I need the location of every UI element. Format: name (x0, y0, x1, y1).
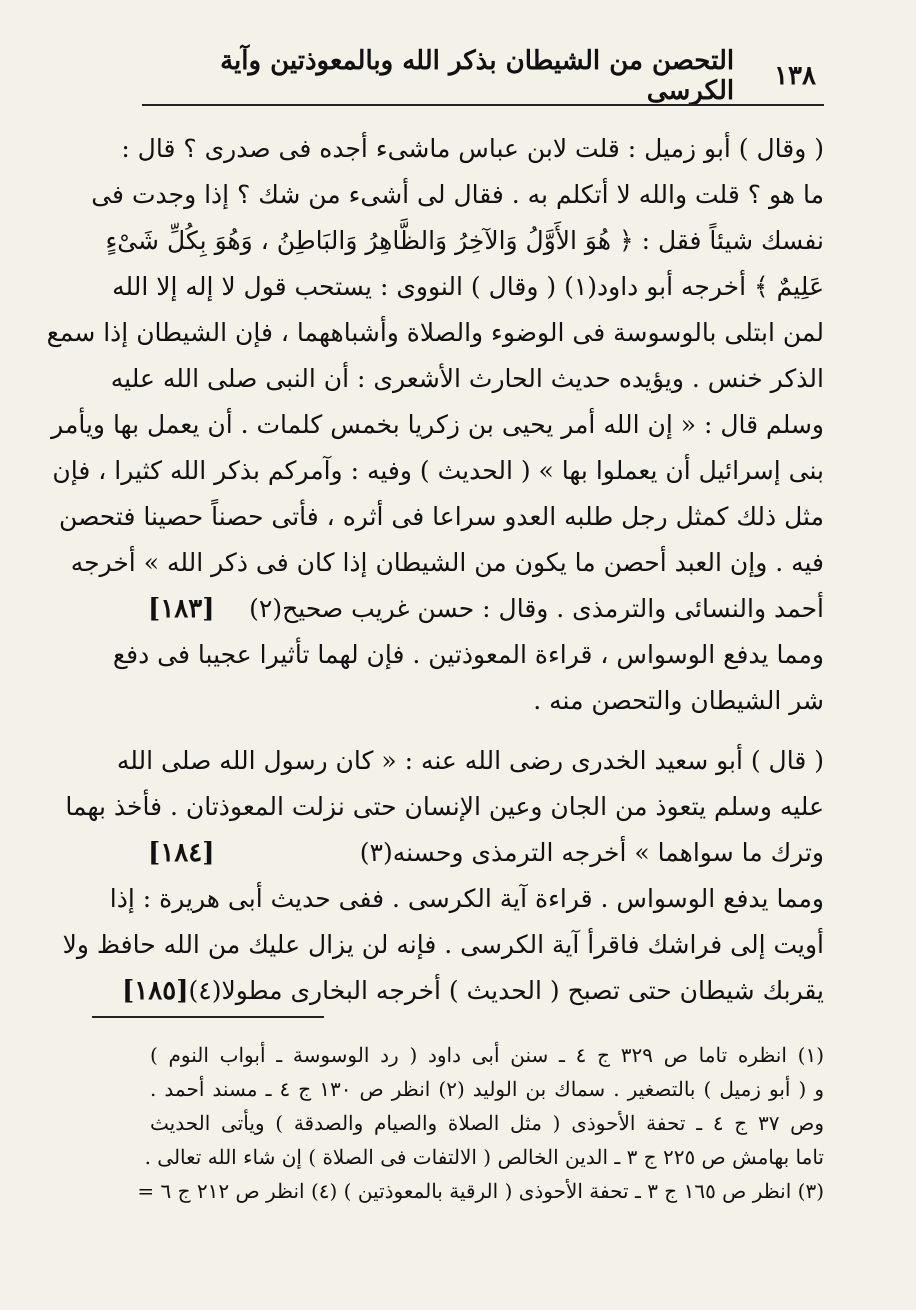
footnote-divider (92, 1016, 324, 1018)
page-number: ١٣٨ (774, 61, 816, 91)
chapter-title: التحصن من الشيطان بذكر الله وبالمعوذتين وآية الكرسى (220, 46, 735, 106)
text-line-with-reference (121, 968, 824, 1014)
hadith-number: [١٨٥] (121, 976, 189, 1006)
text-line: بنى إسرائيل أن يعملوا بها » ( الحديث ) وفيه : وآمركم بذكر الله كثيرا ، فإن (52, 456, 824, 485)
footnote-line: تاما بهامش ص ٢٢٥ ج ٣ ـ الدين الخالص ( الالتفات فى الصلاة ) إن شاء الله تعالى . (144, 1145, 824, 1169)
footnote-line: (١) انظره تاما ص ٣٢٩ ج ٤ ـ سنن أبى داود ( رد الوسوسة ـ أبواب النوم ) (150, 1043, 825, 1067)
text-line: عليه وسلم يتعوذ من الجان وعين الإنسان حتى نزلت المعوذتان . فأخذ بهما (65, 792, 824, 821)
text-line: وسلم قال : « إن الله أمر يحيى بن زكريا بخمس كلمات . أن يعمل بها ويأمر (51, 410, 824, 439)
text-line: ومما يدفع الوسواس ، قراءة المعوذتين . فإن لهما تأثيرا عجيبا فى دفع (112, 640, 824, 669)
text-line: ومما يدفع الوسواس . قراءة آية الكرسى . ففى حديث أبى هريرة : إذا (109, 884, 824, 913)
footnote-line: (٣) انظر ص ١٦٥ ج ٣ ـ تحفة الأحوذى ( الرقية بالمعوذتين ) (٤) انظر ص ٢١٢ ج ٦ = (137, 1179, 824, 1203)
main-text (46, 126, 824, 1014)
text-line: شر الشيطان والتحصن منه . (533, 686, 824, 715)
text-line: أويت إلى فراشك فاقرأ آية الكرسى . فإنه لن يزال عليك من الله حافظ ولا (62, 930, 824, 959)
text-line-with-reference (148, 830, 824, 876)
text-line: مثل ذلك كمثل رجل طلبه العدو سراعا فى أثره ، فأتى حصناً حصينا فتحصن (59, 502, 824, 531)
text-line: الذكر خنس . ويؤيده حديث الحارث الأشعرى : أن النبى صلى الله عليه (110, 364, 824, 393)
text-line: نفسك شيئاً فقل : ﴿ هُوَ الأَوَّلُ وَالآخِرُ وَالظَّاهِرُ وَالبَاطِنُ ، وَهُوَ بِكُلِّ شَىْءٍ (105, 226, 824, 255)
text-fragment: وترك ما سواهما » أخرجه الترمذى وحسنه(٣) (359, 838, 824, 867)
hadith-number: [١٨٤] (148, 838, 215, 868)
text-line: عَلِيمٌ ﴾ أخرجه أبو داود(١) ( وقال ) النووى : يستحب قول لا إله إلا الله (112, 272, 824, 301)
running-header (140, 46, 816, 106)
text-fragment: يقربك شيطان حتى تصبح ( الحديث ) أخرجه البخارى مطولا(٤) (188, 976, 824, 1005)
text-line: ما هو ؟ قلت والله لا أتكلم به . فقال لى أشىء من شك ؟ إذا وجدت فى (91, 180, 824, 209)
hadith-number: [١٨٣] (148, 594, 215, 624)
header-divider (142, 104, 824, 106)
text-line: ( وقال ) أبو زميل : قلت لابن عباس ماشىء أجده فى صدرى ؟ قال : (121, 134, 824, 163)
footnotes (137, 1038, 825, 1208)
text-line: ( قال ) أبو سعيد الخدرى رضى الله عنه : « كان رسول الله صلى الله (116, 746, 824, 775)
text-line: لمن ابتلى بالوسوسة فى الوضوء والصلاة وأشباههما ، فإن الشيطان إذا سمع (46, 318, 824, 347)
text-line: فيه . وإن العبد أحصن ما يكون من الشيطان إذا كان فى ذكر الله » أخرجه (70, 548, 824, 577)
text-line-with-reference (148, 586, 824, 632)
text-fragment: أحمد والنسائى والترمذى . وقال : حسن غريب صحيح(٢) (249, 594, 824, 623)
footnote-line: وص ٣٧ ج ٤ ـ تحفة الأحوذى ( مثل الصلاة والصيام والصدقة ) ويأتى الحديث (150, 1111, 825, 1135)
footnote-line: و ( أبو زميل ) بالتصغير . سماك بن الوليد (٢) انظر ص ١٣٠ ج ٤ ـ مسند أحمد . (150, 1077, 825, 1101)
